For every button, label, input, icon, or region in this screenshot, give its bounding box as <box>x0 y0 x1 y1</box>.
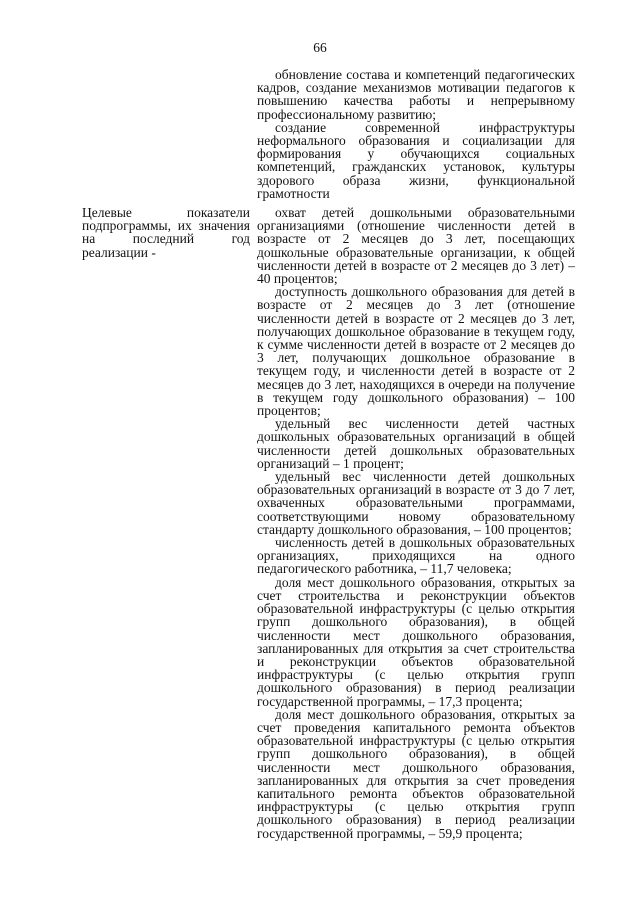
target-paragraph: охват детей дошкольными образовательными организациями (отношение численности детей в возрасте от 2 месяцев до 3 лет, посещающих дошкольные образовательные организации, к общей численности детей в возрасте от 2 месяцев до 3 лет) – 40 процентов; <box>257 205 575 287</box>
target-paragraph: доступность дошкольного образования для детей в возрасте от 2 месяцев до 3 лет (отношение численности детей в возрасте от 2 месяцев до 3 лет, получающих дошкольное образование в текущем году, к сумме численности детей в возрасте от 2 месяцев до 3 лет, получающих дошкольное образование в текущем году, и численности детей в возрасте от 2 месяцев до 3 лет, находящихся в очереди на получение в текущем году дошкольного образования) – 100 процентов; <box>257 284 575 419</box>
target-paragraph: удельный вес численности детей частных дошкольных образовательных организаций в общей численности детей дошкольных образовательных организаций – 1 процент; <box>257 416 575 471</box>
targets-label <box>82 206 250 259</box>
targets-text <box>257 206 575 840</box>
page-number: 66 <box>313 40 327 55</box>
goal-paragraph: создание современной инфраструктуры неформального образования и социализации для формирования у обучающихся социальных компетенций, гражданских установок, культуры здорового образа жизни, функциональной грамотности <box>257 119 575 201</box>
target-paragraph: доля мест дошкольного образования, открытых за счет проведения капитального ремонта объектов образовательной инфраструктуры (с целью открытия групп дошкольного образования), в общей численности мест дошкольного образования, запланированных для открытия за счет проведения капитального ремонта объектов образовательной инфраструктуры (с целью открытия групп дошкольного образования) в период реализации государственной программы, – 59,9 процента; <box>257 706 575 841</box>
targets-label-dash: - <box>151 244 156 260</box>
goals-continuation-text <box>257 68 575 200</box>
target-paragraph: доля мест дошкольного образования, открытых за счет строительства и реконструкции объектов образовательной инфраструктуры (с целью открытия групп дошкольного образования), в общей численности мест дошкольного образования, запланированных для открытия за счет строительства и реконструкции объектов образовательной инфраструктуры (с целью открытия групп дошкольного образования) в период реализации государственной программы, – 17,3 процента; <box>257 574 575 709</box>
goal-paragraph: обновление состава и компетенций педагогических кадров, создание механизмов мотивации педагогов к повышению качества работы и непрерывному профессиональному развитию; <box>257 67 575 122</box>
targets-label-text: Целевые показатели подпрограммы, их значения на последний год реализации <box>82 205 250 260</box>
target-paragraph: удельный вес численности детей дошкольных образовательных организаций в возрасте от 3 до 7 лет, охваченных образовательными программами, соответствующими новому образовательному стандарту дошкольного образования, – 100 процентов; <box>257 469 575 537</box>
target-paragraph: численность детей в дошкольных образовательных организациях, приходящихся на одного педагогического работника, – 11,7 человека; <box>257 535 575 577</box>
